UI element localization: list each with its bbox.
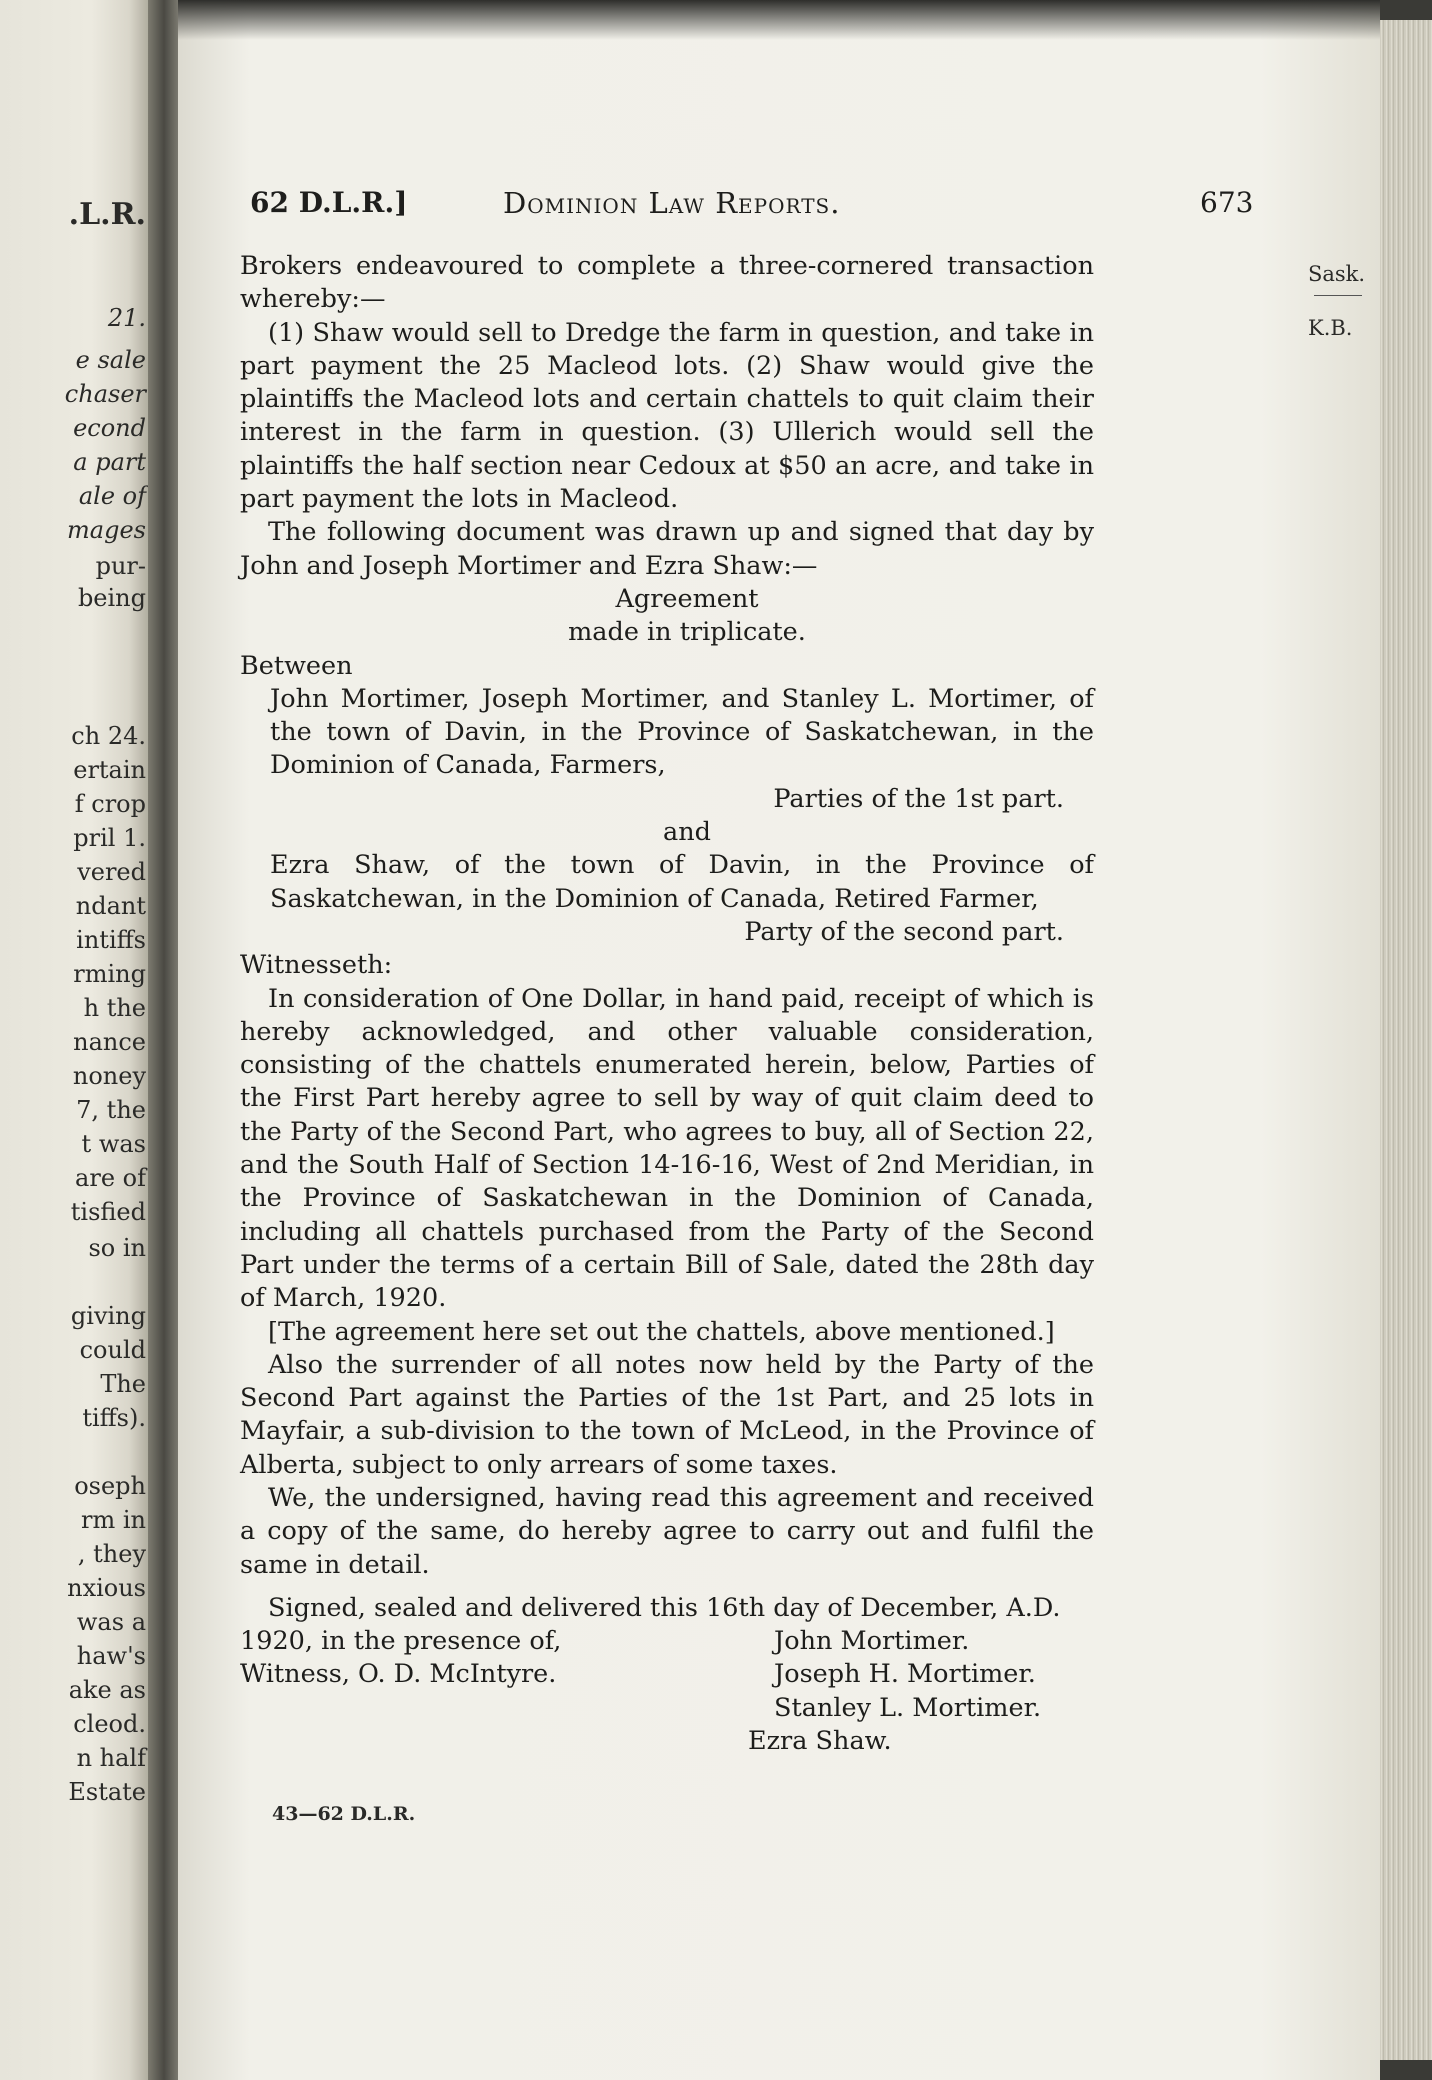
margin-court-label: Sask.: [1308, 262, 1366, 286]
witness-line: Witness, O. D. McIntyre.: [240, 1659, 557, 1690]
facing-page-line: f crop: [74, 790, 146, 818]
facing-page-line: nance: [73, 1028, 146, 1056]
paragraph: [The agreement here set out the chattels, above mentioned.]: [268, 1316, 1055, 1347]
party-one-label: Parties of the 1st part.: [773, 783, 1064, 814]
signature-mark: 43—62 D.L.R.: [272, 1803, 416, 1825]
facing-page-line: cleod.: [73, 1710, 146, 1738]
facing-page-line: being: [77, 584, 146, 612]
between-label: Between: [240, 650, 353, 681]
signature: John Mortimer.: [774, 1626, 970, 1657]
facing-page-line: tiffs).: [82, 1404, 146, 1432]
facing-page-line: pur-: [95, 552, 146, 580]
and-label: and: [663, 817, 711, 848]
party-two: Ezra Shaw, of the town of Davin, in the Province of Saskatchewan, in the Dominion of Canada, Retired Farmer,: [270, 850, 1094, 914]
signature: Stanley L. Mortimer.: [774, 1692, 1042, 1723]
margin-court-division: K.B.: [1308, 316, 1353, 340]
facing-page-line: nxious: [67, 1574, 146, 1602]
facing-page-line: vered: [77, 858, 146, 886]
facing-page-line: mages: [67, 516, 146, 544]
paragraph: (1) Shaw would sell to Dredge the farm in question, and take in part payment the 25 Macleod lots. (2) Shaw would give the plaintiffs the Macleod lots and certain chattels to quit claim their interest in the farm in question. (3) Ullerich would sell the plaintiffs the half section near Cedoux at $50 an acre, and take in part payment the lots in Macleod.: [240, 317, 1094, 515]
facing-page-line: econd: [73, 414, 146, 442]
facing-page-line: oseph: [74, 1472, 146, 1500]
facing-page-line: ch 24.: [71, 722, 146, 750]
facing-page-line: was a: [76, 1608, 146, 1636]
facing-page-line: n half: [76, 1744, 146, 1772]
facing-page-line: giving: [70, 1302, 146, 1330]
paragraph: We, the undersigned, having read this agreement and received a copy of the same, do hereby agree to carry out and fulfil the same in detail.: [240, 1482, 1094, 1580]
party-two-label: Party of the second part.: [744, 916, 1064, 947]
running-head-title: Dominion Law Reports.: [503, 186, 841, 220]
page-edges: [1380, 20, 1432, 2060]
facing-page-line: t was: [81, 1130, 146, 1158]
margin-divider: [1314, 295, 1362, 296]
facing-page-line: 7, the: [76, 1096, 146, 1124]
facing-page-line: could: [79, 1336, 146, 1364]
paragraph: The following document was drawn up and signed that day by John and Joseph Mortimer and Ezra Shaw:—: [240, 517, 1094, 581]
facing-page-line: intiffs: [76, 926, 146, 954]
facing-page-line: , they: [77, 1540, 146, 1568]
party-one: John Mortimer, Joseph Mortimer, and Stanley L. Mortimer, of the town of Davin, in the Province of Saskatchewan, in the Dominion of Canada, Farmers,: [270, 683, 1094, 781]
facing-page-line: 21.: [107, 304, 146, 332]
signature-block: [240, 1625, 1094, 1758]
facing-page-line: h the: [83, 994, 146, 1022]
agreement-title: Agreement: [615, 583, 759, 614]
signature: Joseph H. Mortimer.: [774, 1659, 1036, 1690]
facing-page-line: tisfied: [70, 1198, 146, 1226]
facing-page-line: so in: [88, 1234, 146, 1262]
facing-page-line: pril 1.: [73, 824, 146, 852]
paragraph: Brokers endeavoured to complete a three-cornered transaction whereby:—: [240, 251, 1094, 315]
facing-page-line: ale of: [78, 482, 146, 510]
signing-date: 1920, in the presence of,: [240, 1626, 562, 1657]
facing-page-line: noney: [72, 1062, 146, 1090]
facing-page-line: e sale: [75, 346, 146, 374]
facing-page-line: .L.R.: [68, 197, 146, 232]
agreement-subtitle: made in triplicate.: [568, 617, 806, 648]
paragraph: Also the surrender of all notes now held by the Party of the Second Part against the Parties of the 1st Part, and 25 lots in Mayfair, a sub-division to the town of McLeod, in the Province of Alberta, subject to only arrears of some taxes.: [240, 1349, 1094, 1480]
running-head-volume: 62 D.L.R.]: [250, 186, 408, 219]
facing-page-fragment: [0, 0, 152, 2080]
page-number: 673: [1200, 186, 1254, 219]
page: [178, 0, 1380, 2080]
facing-page-line: The: [100, 1370, 146, 1398]
witnesseth-label: Witnesseth:: [240, 950, 393, 981]
facing-page-line: ertain: [73, 756, 146, 784]
facing-page-line: rm in: [81, 1506, 146, 1534]
facing-page-line: chaser: [64, 380, 146, 408]
signature: Ezra Shaw.: [748, 1726, 892, 1757]
paragraph: In consideration of One Dollar, in hand paid, receipt of which is hereby acknowledged, and other valuable consideration, consisting of the chattels enumerated herein, below, Parties of the First Part hereby agree to sell by way of quit claim deed to the Party of the Second Part, who agrees to buy, all of Section 22, and the South Half of Section 14-16-16, West of 2nd Meridian, in the Province of Saskatchewan in the Dominion of Canada, including all chattels purchased from the Party of the Second Part under the terms of a certain Bill of Sale, dated the 28th day of March, 1920.: [240, 983, 1094, 1314]
signing-clause: Signed, sealed and delivered this 16th day of December, A.D.: [268, 1592, 1061, 1623]
facing-page-line: are of: [75, 1164, 146, 1192]
top-shadow: [178, 0, 1380, 40]
facing-page-line: haw's: [76, 1642, 146, 1670]
facing-page-line: ake as: [68, 1676, 146, 1704]
facing-page-line: Estate: [68, 1778, 146, 1806]
facing-page-line: ndant: [75, 892, 146, 920]
facing-page-line: rming: [73, 960, 146, 988]
facing-page-line: a part: [73, 448, 146, 476]
page-body: [240, 250, 1094, 1758]
